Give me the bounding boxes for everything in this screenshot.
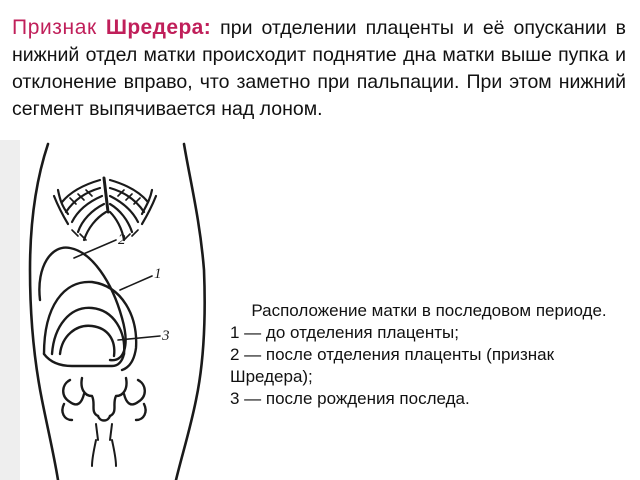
heading-lead: Признак — [12, 16, 97, 39]
slide-heading — [12, 14, 626, 123]
rib-cage — [54, 178, 156, 240]
torso-outline-right — [176, 144, 205, 480]
thigh-line-left — [92, 440, 96, 466]
caption-item-2: 2 — после отделения плаценты (признак Шредера); — [230, 345, 555, 386]
pubic-line-left — [96, 424, 98, 440]
uterus-contour-3 — [60, 326, 114, 356]
figure-caption — [230, 300, 628, 410]
leader-line-2 — [74, 240, 116, 258]
caption-item-1: 1 — до отделения плаценты; — [230, 323, 459, 342]
heading-body: при отделении плаценты и её опускании в нижний отдел матки происходит поднятие дна матки выше пупка и отклонение вправо, что заметно при пальпации. При этом нижний сегмент выпячивается над лоном. — [12, 17, 626, 120]
figure-label-3: 3 — [162, 328, 170, 344]
leader-line-1 — [120, 276, 152, 290]
pubic-line-right — [110, 424, 112, 440]
heading-sign-name: Шредера: — [105, 16, 212, 39]
paper-shade — [0, 140, 20, 480]
caption-title: Расположение матки в последовом периоде. — [251, 301, 607, 320]
caption-item-3: 3 — после рождения последа. — [230, 389, 470, 408]
pelvis-bones — [62, 378, 145, 421]
thigh-line-right — [112, 440, 116, 466]
figure-label-1: 1 — [154, 266, 162, 282]
figure-label-2: 2 — [118, 232, 126, 248]
uterus-position-illustration — [0, 140, 226, 480]
torso-outline-left — [30, 144, 58, 480]
